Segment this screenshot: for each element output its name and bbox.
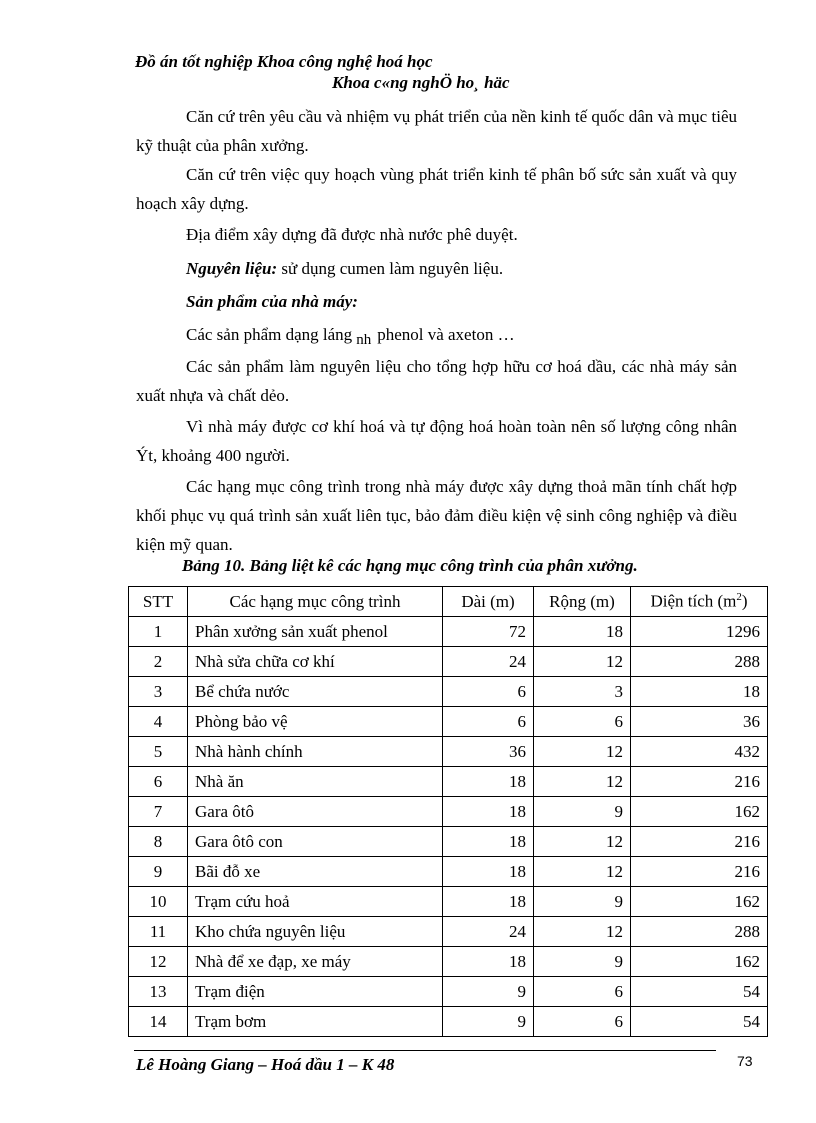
cell-item-name: Trạm điện [188, 977, 443, 1007]
cell-length: 24 [443, 647, 534, 677]
table-row [129, 887, 768, 917]
cell-area: 18 [631, 677, 768, 707]
cell-length: 18 [443, 767, 534, 797]
cell-area: 162 [631, 887, 768, 917]
cell-item-name: Gara ôtô [188, 797, 443, 827]
cell-stt: 1 [129, 617, 188, 647]
products-text-a: Các sản phẩm dạng láng [186, 325, 353, 344]
table-row [129, 917, 768, 947]
cell-stt: 9 [129, 857, 188, 887]
cell-item-name: Nhà ăn [188, 767, 443, 797]
cell-area: 288 [631, 647, 768, 677]
paragraph-uses: Các sản phẩm làm nguyên liệu cho tổng hợp hữu cơ hoá dầu, các nhà máy sản xuất nhựa và chất dẻo. [136, 357, 737, 405]
paragraph-workers: Vì nhà máy được cơ khí hoá và tự động hoá hoàn toàn nên số lượng công nhân Ýt, khoảng 400 người. [136, 417, 737, 465]
cell-width: 12 [534, 857, 631, 887]
cell-width: 12 [534, 737, 631, 767]
cell-length: 24 [443, 917, 534, 947]
table-row [129, 677, 768, 707]
cell-stt: 2 [129, 647, 188, 677]
cell-width: 6 [534, 1007, 631, 1037]
paragraph-planning: Căn cứ trên việc quy hoạch vùng phát triển kinh tế phân bố sức sản xuất và quy hoạch xây dựng. [136, 165, 737, 213]
running-header-title: Đồ án tốt nghiệp Khoa công nghệ hoá học [135, 52, 433, 71]
cell-length: 18 [443, 857, 534, 887]
cell-stt: 13 [129, 977, 188, 1007]
table-row [129, 1007, 768, 1037]
cell-stt: 11 [129, 917, 188, 947]
cell-width: 12 [534, 767, 631, 797]
cell-length: 6 [443, 677, 534, 707]
table-row [129, 647, 768, 677]
products-text-b: phenol và axeton … [377, 325, 515, 344]
running-header-subtitle: Khoa c«ng nghÖ ho¸ häc [332, 73, 510, 92]
construction-items-table [128, 586, 768, 1037]
cell-stt: 14 [129, 1007, 188, 1037]
cell-stt: 12 [129, 947, 188, 977]
header-width: Rộng (m) [534, 587, 631, 617]
cell-stt: 6 [129, 767, 188, 797]
cell-area: 54 [631, 1007, 768, 1037]
cell-width: 12 [534, 917, 631, 947]
cell-stt: 10 [129, 887, 188, 917]
paragraph-location: Địa điểm xây dựng đã được nhà nước phê duyệt. [186, 225, 518, 244]
table-row [129, 857, 768, 887]
products-subscript: nh [356, 332, 372, 348]
cell-stt: 3 [129, 677, 188, 707]
cell-area: 162 [631, 947, 768, 977]
table-caption: Bảng 10. Bảng liệt kê các hạng mục công trình của phân xưởng. [182, 556, 638, 575]
table-body [129, 617, 768, 1037]
cell-area: 432 [631, 737, 768, 767]
cell-stt: 5 [129, 737, 188, 767]
cell-length: 18 [443, 947, 534, 977]
paragraph-raw-material [136, 254, 737, 283]
footer-divider [134, 1050, 716, 1051]
header-area-text: Diện tích (m [650, 591, 737, 611]
cell-width: 9 [534, 947, 631, 977]
cell-area: 288 [631, 917, 768, 947]
cell-stt: 7 [129, 797, 188, 827]
cell-width: 9 [534, 887, 631, 917]
cell-area: 54 [631, 977, 768, 1007]
cell-width: 12 [534, 647, 631, 677]
header-area-sup: 2 [736, 591, 742, 604]
cell-width: 12 [534, 827, 631, 857]
header-area [631, 587, 768, 617]
header-area-close: ) [741, 591, 748, 611]
cell-length: 18 [443, 827, 534, 857]
raw-material-label: Nguyên liệu: [186, 259, 278, 278]
header-item-name: Các hạng mục công trình [188, 587, 443, 617]
cell-width: 6 [534, 977, 631, 1007]
cell-width: 18 [534, 617, 631, 647]
cell-length: 36 [443, 737, 534, 767]
cell-stt: 4 [129, 707, 188, 737]
cell-area: 1296 [631, 617, 768, 647]
paragraph-construction: Các hạng mục công trình trong nhà máy được xây dựng thoả mãn tính chất hợp khối phục vụ quá trình sản xuất liên tục, bảo đảm điều kiện vệ sinh công nghiệp và điều kiện mỹ quan. [136, 477, 737, 554]
cell-length: 72 [443, 617, 534, 647]
table-row [129, 977, 768, 1007]
cell-area: 216 [631, 827, 768, 857]
products-heading: Sản phẩm của nhà máy: [186, 292, 358, 311]
cell-item-name: Trạm cứu hoả [188, 887, 443, 917]
cell-item-name: Kho chứa nguyên liệu [188, 917, 443, 947]
table-row [129, 827, 768, 857]
table-row [129, 767, 768, 797]
cell-item-name: Nhà để xe đạp, xe máy [188, 947, 443, 977]
raw-material-text: sử dụng cumen làm nguyên liệu. [277, 259, 504, 278]
page-number: 73 [737, 1053, 753, 1069]
cell-item-name: Phòng bảo vệ [188, 707, 443, 737]
table-row [129, 707, 768, 737]
paragraph-products [136, 320, 737, 351]
table-row [129, 617, 768, 647]
table-row [129, 737, 768, 767]
cell-item-name: Phân xưởng sản xuất phenol [188, 617, 443, 647]
cell-item-name: Trạm bơm [188, 1007, 443, 1037]
footer-author: Lê Hoàng Giang – Hoá dầu 1 – K 48 [136, 1055, 395, 1074]
cell-length: 9 [443, 977, 534, 1007]
cell-stt: 8 [129, 827, 188, 857]
table-header-row [129, 587, 768, 617]
cell-width: 3 [534, 677, 631, 707]
cell-area: 216 [631, 767, 768, 797]
cell-item-name: Nhà hành chính [188, 737, 443, 767]
cell-area: 162 [631, 797, 768, 827]
cell-item-name: Bãi đỗ xe [188, 857, 443, 887]
cell-length: 18 [443, 797, 534, 827]
header-stt: STT [129, 587, 188, 617]
cell-area: 216 [631, 857, 768, 887]
cell-area: 36 [631, 707, 768, 737]
cell-width: 6 [534, 707, 631, 737]
table-row [129, 947, 768, 977]
cell-length: 9 [443, 1007, 534, 1037]
paragraph-requirements: Căn cứ trên yêu cầu và nhiệm vụ phát triển của nền kinh tế quốc dân và mục tiêu kỹ thuật của phân xưởng. [136, 107, 737, 155]
table-row [129, 797, 768, 827]
cell-length: 18 [443, 887, 534, 917]
header-length: Dài (m) [443, 587, 534, 617]
cell-item-name: Bể chứa nước [188, 677, 443, 707]
cell-width: 9 [534, 797, 631, 827]
cell-item-name: Nhà sửa chữa cơ khí [188, 647, 443, 677]
cell-item-name: Gara ôtô con [188, 827, 443, 857]
cell-length: 6 [443, 707, 534, 737]
